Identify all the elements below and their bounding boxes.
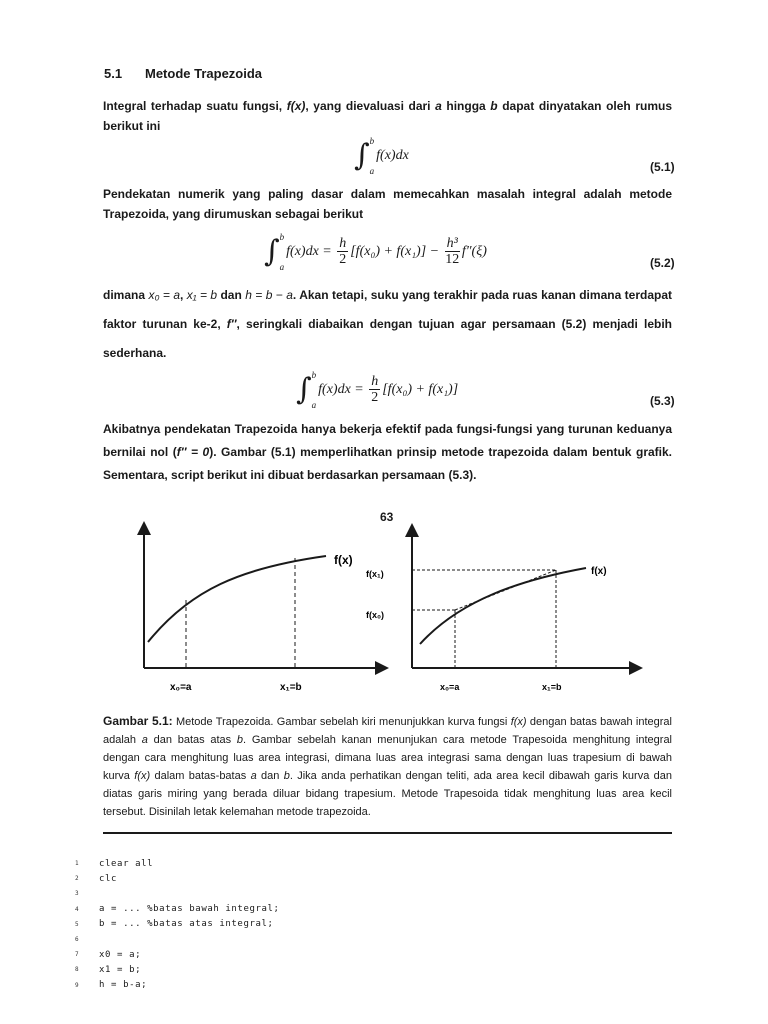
text: dimana [103,288,149,302]
page-number: 63 [380,510,394,524]
bracket-term: [f(x₀) + f(x₁)] [382,382,459,397]
line-number: 4 [75,905,79,913]
text: Akibatnya pendekatan Trapezoida hanya bekerja efektif pada fungsi-fungsi yang turunan keduanya bernilai nol ( [103,422,672,459]
text: dapat dinyatakan oleh rumus berikut ini [103,99,673,133]
integral-limits [312,370,317,410]
right-curve-label: f(x) [591,566,607,577]
code-line [75,886,280,901]
code-line [75,947,280,962]
line-number: 8 [75,966,79,974]
lhs: f(x)dx = [318,382,364,397]
integral-sign: ∫ [354,138,370,173]
right-x1-label: x₁=b [542,682,562,692]
equation-label-5-2: (5.2) [650,256,675,270]
integral-limits [370,136,375,176]
math-a: a [435,99,442,113]
horizontal-rule [103,832,672,834]
text: . Jika anda perhatikan dengan teliti, ada area kecil dibawah garis kurva dan diatas garis miring yang berada diluar bidang trapesium. Metode Trapesoida tidak menghitung luas area kecil tersebut. Disinilah letak kelemahan metode trapezoida. [103,770,672,818]
math-h: h = b − a [245,288,293,302]
lower-limit: a [311,399,317,410]
text: ). Gambar (5.1) memperlihatkan prinsip metode trapezoida dalam bentuk grafik. Sementara, script berikut ini dibuat berdasarkan persamaan (5.3). [103,445,673,482]
code-text: b = ... %batas atas integral; [99,919,274,930]
code-line [75,871,280,886]
paragraph-conclusion [103,418,672,487]
left-curve-label: f(x) [334,553,353,567]
integrand: f(x)dx [376,148,409,163]
equation-5-3 [296,366,458,410]
denominator: 2 [371,390,379,406]
code-line [75,962,280,977]
equation-5-1 [354,132,409,176]
left-curve [148,556,326,642]
line-number: 9 [75,981,79,989]
numerator: h³ [446,236,458,252]
code-line [75,932,280,947]
numerator: h [371,374,379,390]
equation-label-5-1: (5.1) [650,160,675,174]
paragraph-definitions [103,281,672,368]
section-number: 5.1 [104,66,123,81]
line-number: 2 [75,875,79,883]
math-fx: f(x) [286,99,306,113]
right-graph [366,530,636,692]
left-x1-label: x₁=b [280,682,302,693]
figure-5-1 [120,520,680,700]
text: Metode Trapezoida. Gambar sebelah kiri menunjukkan kurva fungsi [172,716,511,728]
code-line [75,902,280,917]
fx1-label: f(x₁) [366,569,384,579]
code-text: clc [99,873,118,884]
upper-limit: b [311,369,317,380]
section-title: Metode Trapezoida [145,66,263,81]
left-x0-label: x₀=a [170,682,192,693]
text: dan batas atas [147,734,237,746]
text: , [180,288,187,302]
lhs: f(x)dx = [286,244,332,259]
denominator: 12 [445,252,460,268]
text: dan [256,770,284,782]
line-number: 7 [75,951,79,959]
integral-limits [280,232,285,272]
text: , seringkali diabaikan dengan tujuan agar persamaan (5.2) menjadi lebih sederhana. [103,317,672,360]
caption-lead: Gambar 5.1: [103,714,173,728]
text: dalam batas-batas [150,770,251,782]
math-a: a [250,770,257,782]
line-number: 6 [75,936,79,944]
code-listing [75,856,280,993]
fraction-h-2 [337,236,348,267]
code-line [75,856,280,871]
math-b: b [283,770,290,782]
math-x1: x₁ = b [186,288,218,302]
error-term: f″(ξ) [461,244,487,259]
section-heading [104,66,262,81]
text: hingga [441,99,491,113]
math-condition: f″ = 0 [176,445,210,459]
math-fpp: f″ [226,317,237,331]
math-fx: f(x) [134,770,151,782]
text: dengan batas bawah integral adalah [103,716,672,746]
numerator: h [339,236,347,252]
text: dan [217,288,246,302]
integral-sign: ∫ [296,372,312,407]
fraction-h-2 [369,374,380,405]
math-x0: x₀ = a [148,288,180,302]
left-graph [144,528,385,693]
line-number: 3 [75,890,79,898]
line-number: 5 [75,920,79,928]
paragraph-intro [103,96,672,136]
fx0-label: f(x₀) [366,610,385,620]
code-text: h = b-a; [99,980,148,991]
code-text: x0 = a; [99,949,142,960]
integral-sign: ∫ [264,234,280,269]
upper-limit: b [279,231,285,242]
code-line [75,917,280,932]
text: , yang dievaluasi dari [305,99,436,113]
code-text: x1 = b; [99,964,142,975]
line-number: 1 [75,860,79,868]
code-line [75,978,280,993]
lower-limit: a [369,165,375,176]
denominator: 2 [339,252,347,268]
bracket-term: [f(x₀) + f(x₁)] − [350,244,440,259]
equation-5-2 [264,228,487,272]
equation-label-5-3: (5.3) [650,394,675,408]
lower-limit: a [279,261,285,272]
code-text: a = ... %batas bawah integral; [99,904,280,915]
code-text: clear all [99,858,154,869]
math-fx: f(x) [510,716,527,728]
text: . Akan tetapi, suku yang terakhir pada ruas kanan dimana terdapat faktor turunan ke-2, [103,288,672,331]
math-b: b [490,99,498,113]
fraction-h3-12 [445,236,460,267]
math-a: a [141,734,148,746]
right-x0-label: x₀=a [440,682,460,692]
text: . Gambar sebelah kanan menunjukan cara metode Trapesoida menghitung integral dengan cara menghitung luas area integrasi, dimana luas area integrasi sama dengan luas trapesium di bawah kurva [103,734,673,782]
math-b: b [236,734,244,746]
text: Integral terhadap suatu fungsi, [103,99,287,113]
upper-limit: b [369,135,375,146]
paragraph-trapezoid-intro: Pendekatan numerik yang paling dasar dalam memecahkan masalah integral adalah metode Trapezoida, yang dirumuskan sebagai berikut [103,187,672,221]
right-curve [420,568,586,644]
figure-caption [103,712,672,821]
